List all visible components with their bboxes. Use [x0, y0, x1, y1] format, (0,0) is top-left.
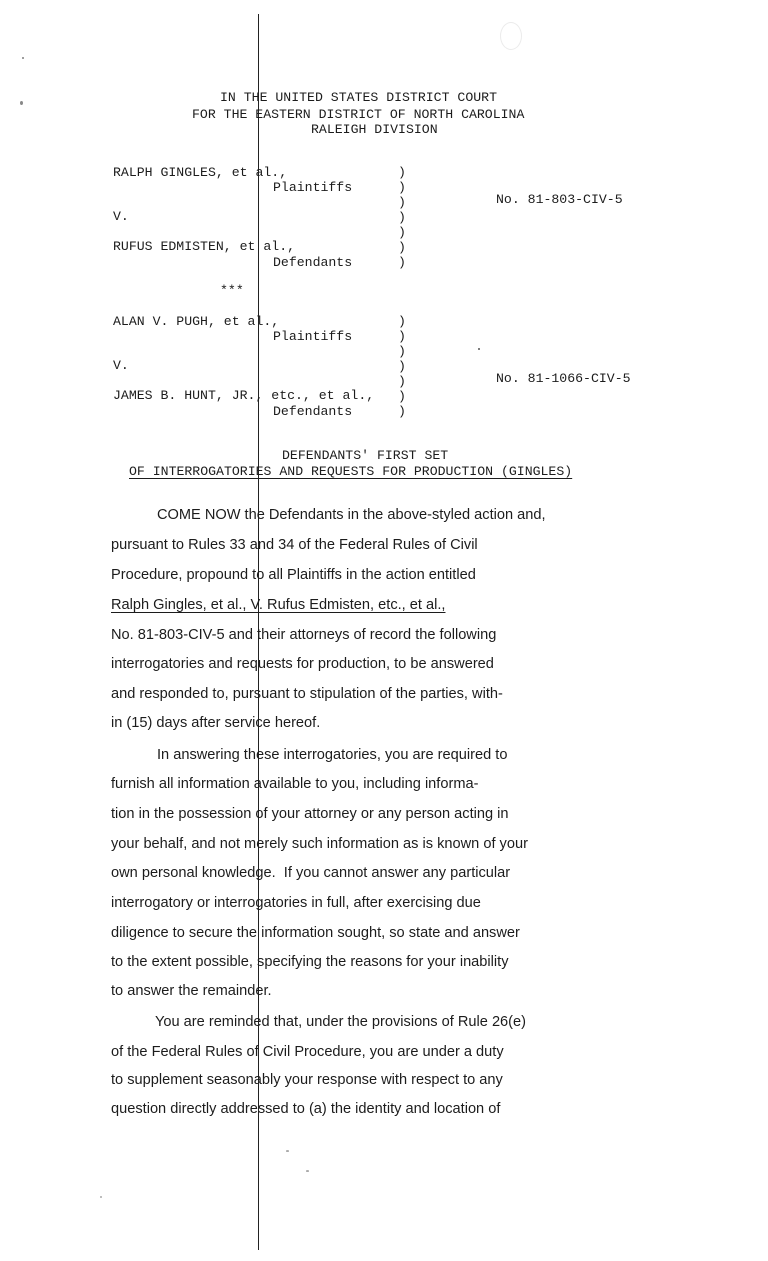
case2-number: No. 81-1066-CIV-5	[496, 371, 631, 386]
paragraph-line: interrogatory or interrogatories in full, after exercising due	[111, 895, 481, 911]
bracket-mark: )	[398, 404, 406, 419]
paragraph-line: diligence to secure the information sought, so state and answer	[111, 925, 520, 941]
paragraph-line: You are reminded that, under the provisions of Rule 26(e)	[155, 1014, 527, 1030]
separator-stars: ***	[220, 283, 244, 298]
paragraph-line: interrogatories and requests for production, to be answered	[111, 656, 494, 672]
bracket-mark: )	[398, 374, 406, 389]
paragraph-line: No. 81-803-CIV-5 and their attorneys of record the following	[111, 627, 497, 643]
bracket-mark: )	[398, 344, 406, 359]
document-title-line-1: DEFENDANTS' FIRST SET	[282, 448, 449, 463]
paragraph-line: your behalf, and not merely such information as is known of your	[111, 836, 528, 852]
case2-versus: V.	[113, 358, 129, 373]
paragraph-line: and responded to, pursuant to stipulation of the parties, with-	[111, 686, 503, 702]
case1-defendant-role: Defendants	[273, 255, 353, 270]
bracket-mark: )	[398, 359, 406, 374]
bracket-mark: )	[398, 195, 406, 210]
bracket-mark: )	[398, 314, 406, 329]
bracket-mark: )	[398, 165, 406, 180]
document-title-line-2: OF INTERROGATORIES AND REQUESTS FOR PRODUCTION (GINGLES)	[129, 464, 573, 479]
case1-number: No. 81-803-CIV-5	[496, 192, 623, 207]
paragraph-line: Procedure, propound to all Plaintiffs in the action entitled	[111, 567, 476, 583]
court-heading-line-3: RALEIGH DIVISION	[311, 122, 438, 137]
case2-defendant-role: Defendants	[273, 404, 353, 419]
speck	[22, 57, 24, 59]
bracket-mark: )	[398, 210, 406, 225]
case1-plaintiff: RALPH GINGLES, et al.,	[113, 165, 288, 180]
case2-defendant: JAMES B. HUNT, JR., etc., et al.,	[113, 388, 375, 403]
paragraph-line: In answering these interrogatories, you are required to	[157, 747, 508, 763]
paragraph-line: own personal knowledge. If you cannot answer any particular	[111, 865, 511, 881]
case2-plaintiff: ALAN V. PUGH, et al.,	[113, 314, 280, 329]
speck	[100, 1196, 102, 1198]
case1-plaintiff-role: Plaintiffs	[273, 180, 353, 195]
bracket-mark: )	[398, 329, 406, 344]
paragraph-line: question directly addressed to (a) the identity and location of	[111, 1101, 501, 1117]
case1-defendant: RUFUS EDMISTEN, et al.,	[113, 239, 296, 254]
paragraph-line: tion in the possession of your attorney or any person acting in	[111, 806, 509, 822]
case1-versus: V.	[113, 209, 129, 224]
bracket-mark: )	[398, 180, 406, 195]
bracket-mark: )	[398, 389, 406, 404]
speck	[20, 101, 23, 105]
paragraph-line: to the extent possible, specifying the reasons for your inability	[111, 954, 509, 970]
case2-plaintiff-role: Plaintiffs	[273, 329, 353, 344]
paragraph-line: to supplement seasonably your response with respect to any	[111, 1072, 503, 1088]
bracket-mark: )	[398, 255, 406, 270]
paragraph-line: to answer the remainder.	[111, 983, 272, 999]
speck	[306, 1170, 309, 1172]
bracket-mark: )	[398, 225, 406, 240]
paragraph-line: COME NOW the Defendants in the above-styled action and,	[157, 507, 546, 523]
speck	[478, 348, 480, 350]
court-heading-line-2: FOR THE EASTERN DISTRICT OF NORTH CAROLINA	[192, 107, 525, 122]
paragraph-line: of the Federal Rules of Civil Procedure, you are under a duty	[111, 1044, 504, 1060]
speck	[286, 1150, 289, 1152]
court-heading-line-1: IN THE UNITED STATES DISTRICT COURT	[220, 90, 497, 105]
paragraph-line: pursuant to Rules 33 and 34 of the Federal Rules of Civil	[111, 537, 478, 553]
paragraph-line: in (15) days after service hereof.	[111, 715, 321, 731]
bracket-mark: )	[398, 240, 406, 255]
faint-stamp-mark	[500, 22, 522, 50]
case-name-underlined: Ralph Gingles, et al., V. Rufus Edmisten, etc., et al.,	[111, 597, 446, 613]
paragraph-line: furnish all information available to you, including informa-	[111, 776, 479, 792]
